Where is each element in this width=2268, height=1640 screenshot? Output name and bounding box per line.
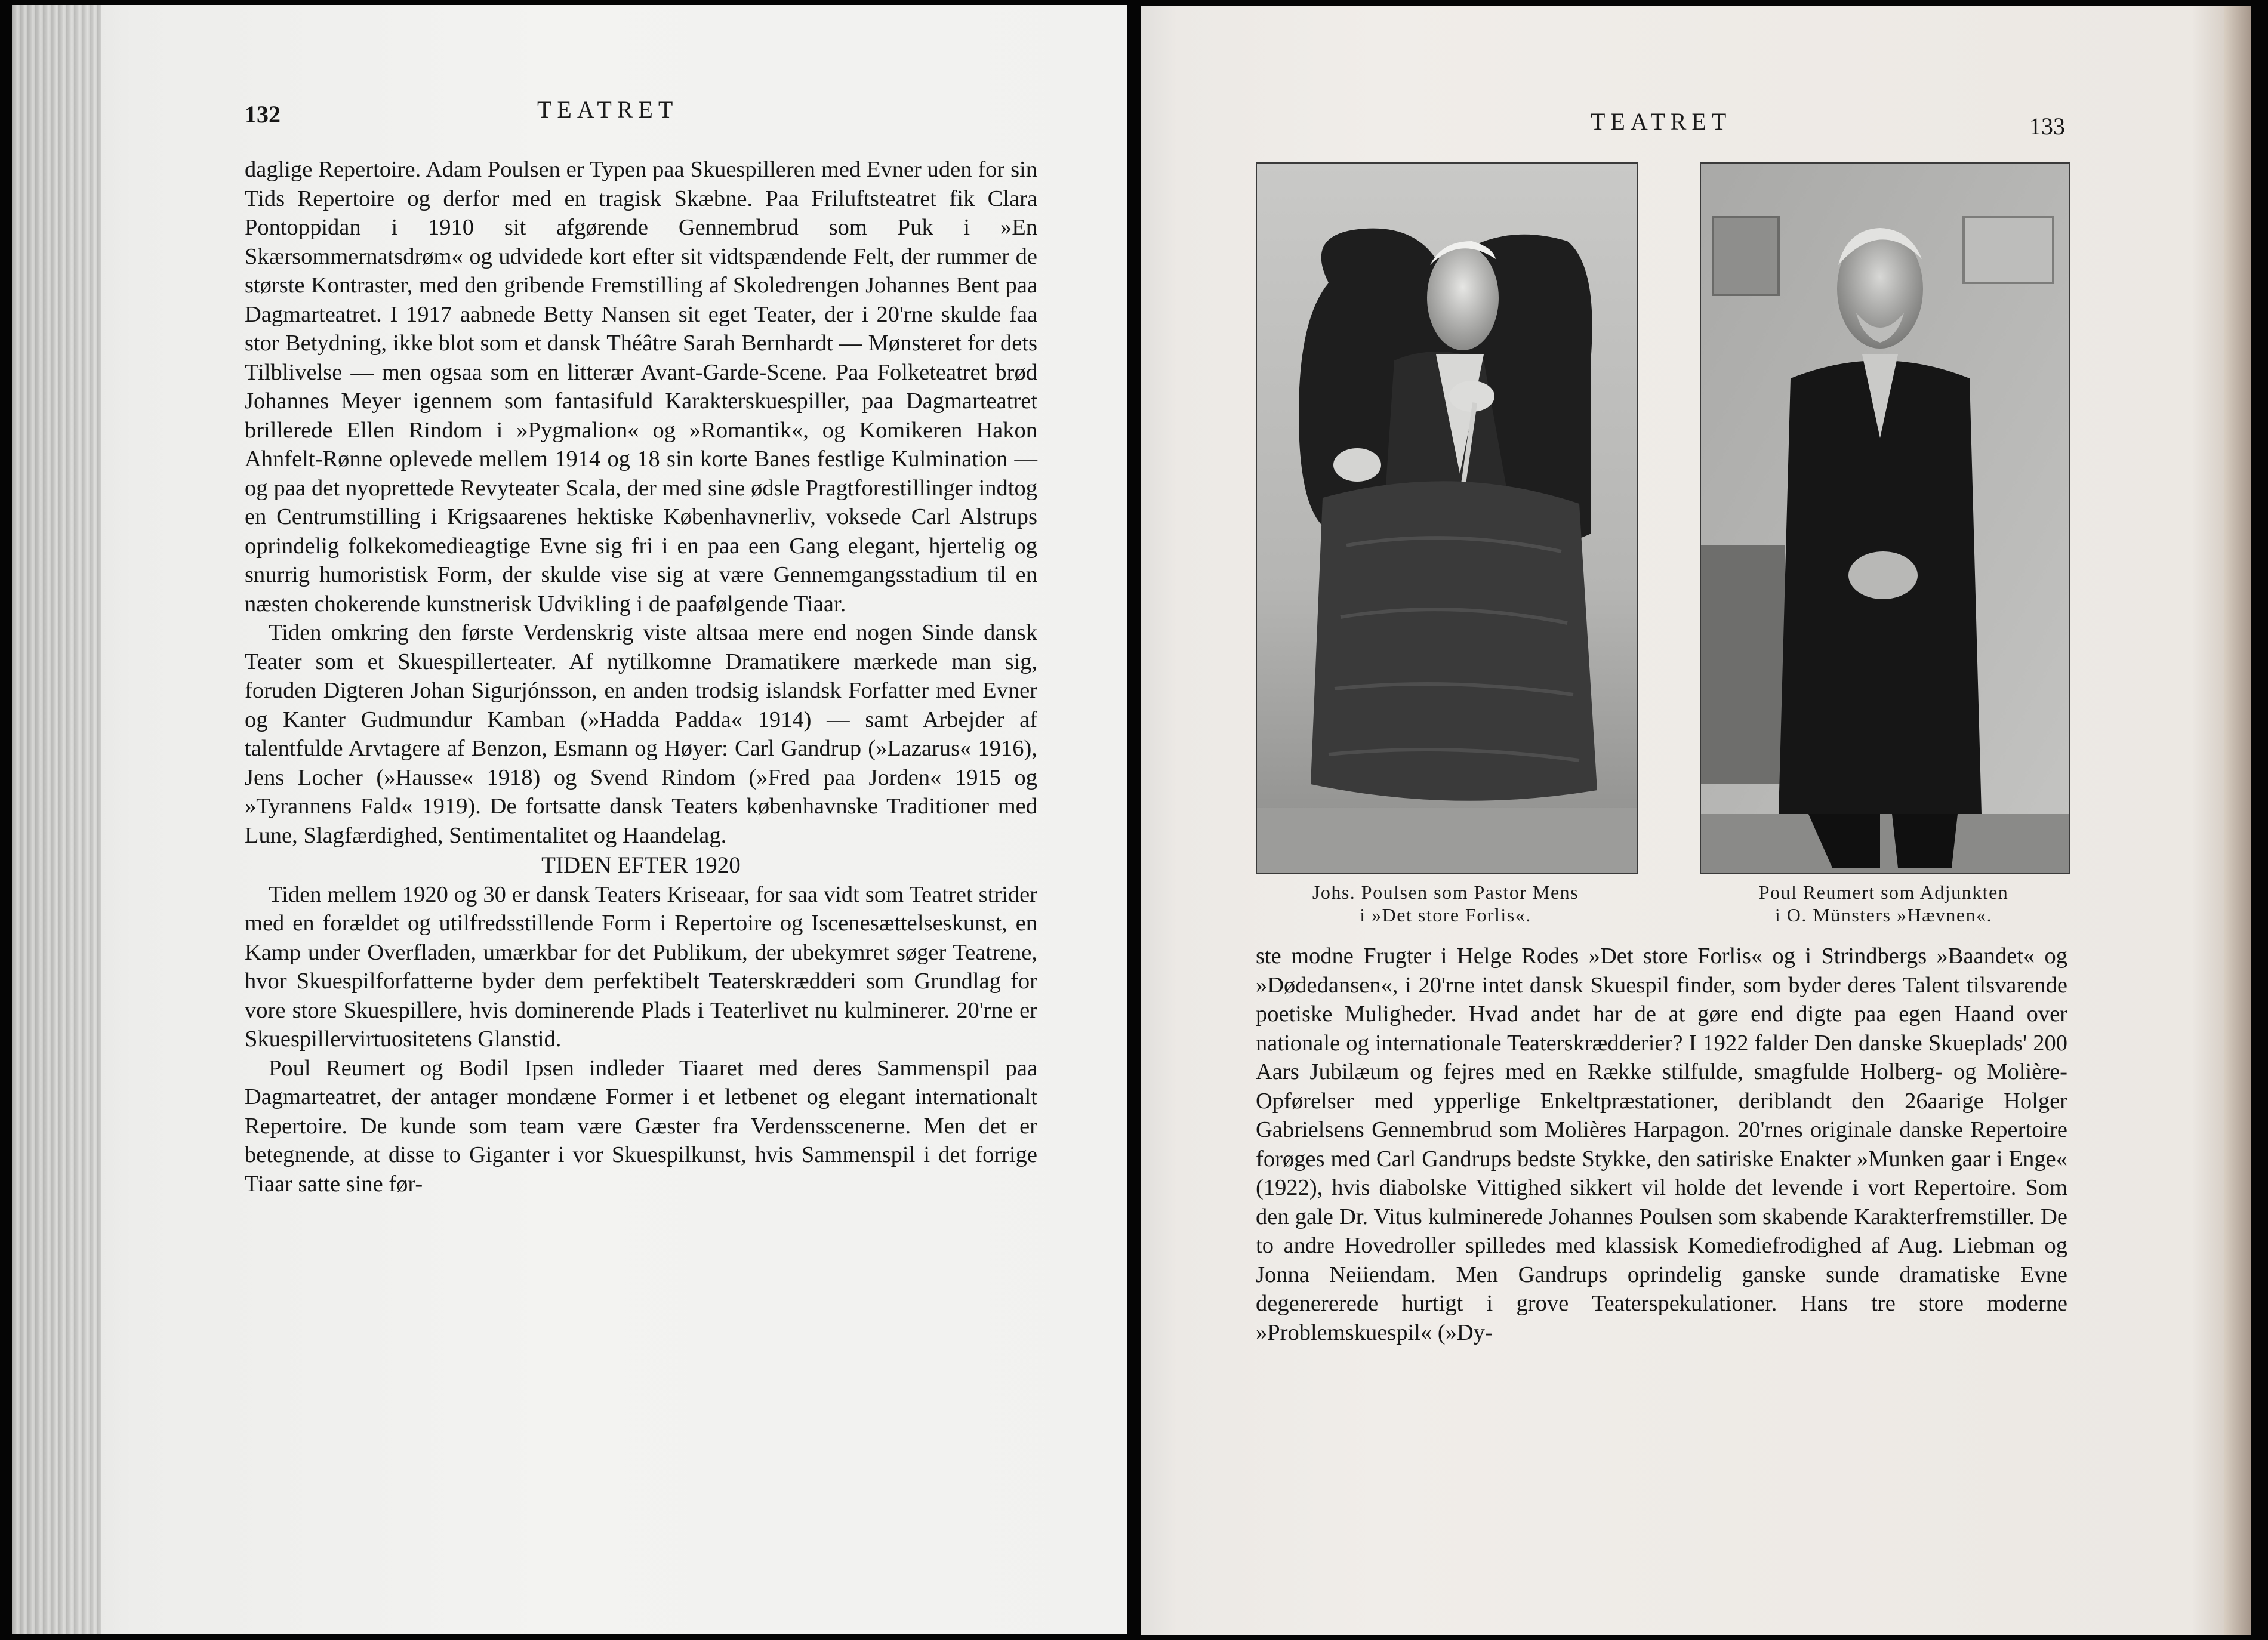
paragraph-3: Tiden mellem 1920 og 30 er dansk Teaters Kriseaar, for saa vidt som Teatret strider med en forældet og utilfredsstillende Form i Repertoire og Iscenesættelseskunst, en Kamp under Overfladen, umærkbar for det Publikum, der ubekymret søger Teatrene, hvor Skuespilforfatterne byder dem perfektibelt Teaterskrædderi som Grundlag for vore store Skuespillere, hvis dominerende Plads i Teaterlivet nu kulminerer. 20'rne er Skuespillervirtuositetens Glanstid.: [245, 881, 1037, 1052]
caption-left: [1256, 881, 1635, 926]
photo-poul-reumert-image: [1701, 164, 2069, 873]
paragraph-4: Poul Reumert og Bodil Ipsen indleder Tiaaret med deres Sammenspil paa Dagmarteatret, der antager mondæne Former i et letbenet og elegant internationalt Repertoire. De kunde som team være Gæster fra Verdensscenerne. Men det er betegnende, at disse to Giganter i vor Skuespilkunst, hvis Sammenspil i det forrige Tiaar satte sine før-: [245, 1055, 1037, 1197]
page-edge-right: [2224, 6, 2251, 1635]
left-page: [12, 5, 1127, 1634]
paragraph-2: Tiden omkring den første Verdenskrig viste altsaa mere end nogen Sinde dansk Teater som et Skuespillerteater. Af nytilkomne Dramatikere mærkede man sig, foruden Digteren Johan Sigurjónsson, en anden trodsig islandsk Forfatter med Evner og Kanter Gudmundur Kamban (»Hadda Padda« 1914) — samt Arbejder af talentfulde Arvtagere af Benzon, Esmann og Høyer: Carl Gandrup (»Lazarus« 1916), Jens Locher (»Hausse« 1918) og Svend Rindom (»Fred paa Jorden« 1915 og »Tyrannens Fald« 1919). De fortsatte dansk Teaters københavnske Traditioner med Lune, Slagfærdighed, Sentimentalitet og Haandelag.: [245, 620, 1037, 848]
caption-right-line-2: i O. Münsters »Hævnen«.: [1774, 904, 1993, 926]
running-head-left: TEATRET: [537, 96, 679, 123]
paragraph-1: daglige Repertoire. Adam Poulsen er Typen paa Skuespilleren med Evner uden for sin Tids Repertoire og derfor med en tragisk Skæbne. Paa Friluftsteatret fik Clara Pontoppidan i 1910 sit afgørende Gennembrud som Puk i »En Skærsommernatsdrøm« og udvidede kort efter sit vidtspændende Felt, der rummer de største Kontraster, med den gribende Fremstilling af Skoledrengen Johannes Bent paa Dagmarteatret. I 1917 aabnede Betty Nansen sit eget Teater, der i 20'rne skulde faa stor Betydning, ikke blot som et dansk Théâtre Sarah Bernhardt — Mønsteret for dets Tilblivelse — men ogsaa som en litterær Avant-Garde-Scene. Paa Folketeatret brød Johannes Meyer igennem som fantasifuld Karakterskuespiller, paa Dagmarteatret brillerede Ellen Rindom i »Pygmalion« og »Romantik«, og Komikeren Hakon Ahnfelt-Rønne oplevede mellem 1914 og 18 sin korte Banes festlige Kulmination — og paa det nyoprettede Revyteater Scala, der med sine ødsle Pragtforestillinger indtog en Centrumstilling i Krigsaarenes hektiske Københavnerliv, voksede Carl Alstrups oprindelig folkekomedieagtige Evne sig fri i en paa een Gang elegant, hjertelig og snurrig humoristisk Form, der skulde vise sig at være Gennemgangsstadium til en næsten chokerende kunstnerisk Udvikling i de paafølgende Tiaar.: [245, 157, 1037, 616]
page-edges: [12, 5, 101, 1634]
right-text-block: [1256, 942, 2067, 1347]
photo-johs-poulsen-image: [1257, 164, 1637, 873]
caption-right-line-1: Poul Reumert som Adjunkten: [1758, 881, 2009, 903]
caption-left-line-1: Johs. Poulsen som Pastor Mens: [1312, 881, 1579, 903]
caption-right: [1700, 881, 2067, 926]
photo-poul-reumert: [1700, 162, 2070, 874]
paragraph-right-1: ste modne Frugter i Helge Rodes »Det store Forlis« og i Strindbergs »Baandet« og »Dødedansen«, i 20'rne intet dansk Skuespil finder, som byder deres Talent tilsvarende poetiske Muligheder. Hvad andet har de at gøre end digte paa egen Haand over nationale og internationale Teaterskrædderier? I 1922 falder Den danske Skueplads' 200 Aars Jubilæum og fejres med en Række stilfulde, smagfulde Holberg- og Molière-Opførelser med ypperlige Enkeltpræstationer, deriblandt den 26aarige Holger Gabrielsens Gennembrud som Molières Harpagon. 20'rnes originale danske Repertoire forøges med Carl Gandrups bedste Stykke, den satiriske Enakter »Munken gaar i Enge« (1922), hvis diabolske Vittighed sikkert vil holde det levende i vort Repertoire. Som den gale Dr. Vitus kulminerede Johannes Poulsen som skabende Karakterfremstiller. De to andre Hovedroller spilledes med klassisk Komediefrodighed af Aug. Liebman og Jonna Neiiendam. Men Gandrups oprindelig ganske sunde dramatiske Evne degenererede hurtigt i grove Teaterspekulationer. Hans tre store moderne »Problemskuespil« (»Dy-: [1256, 944, 2067, 1345]
right-page: [1141, 6, 2251, 1635]
page-number-right: 133: [2029, 113, 2065, 140]
section-heading: TIDEN EFTER 1920: [541, 852, 741, 878]
photo-johs-poulsen: [1256, 162, 1638, 874]
page-number-left: 132: [245, 101, 281, 128]
left-text-block: [245, 155, 1037, 1198]
running-head-right: TEATRET: [1591, 108, 1732, 135]
caption-left-line-2: i »Det store Forlis«.: [1360, 904, 1531, 926]
